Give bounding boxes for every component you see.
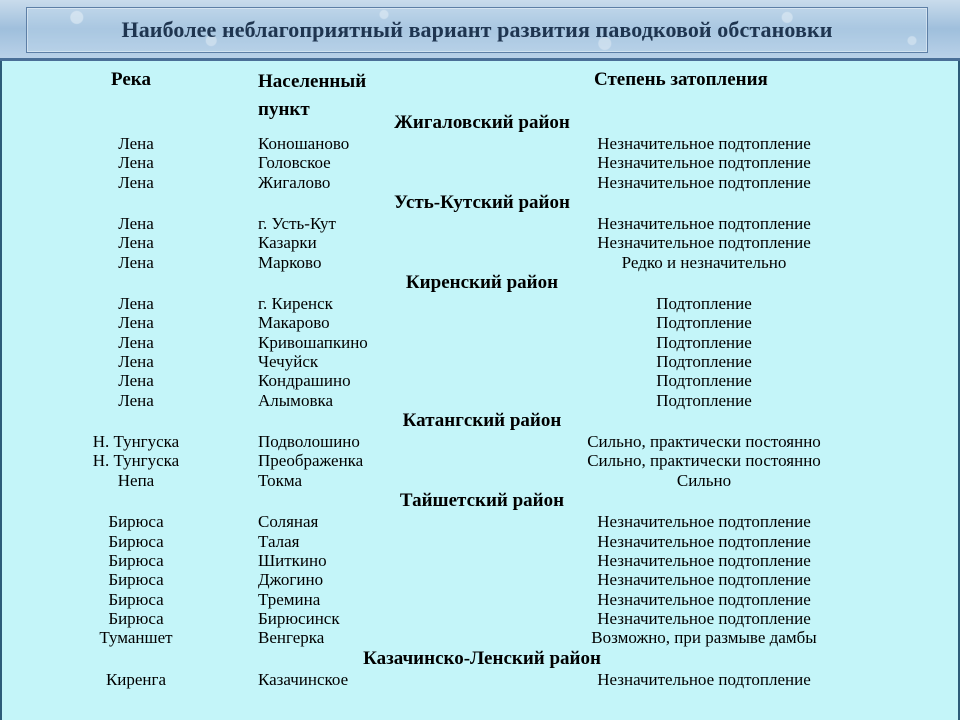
settlement-cell: г. Усть-Кут — [258, 214, 336, 234]
degree-cell: Подтопление — [656, 390, 752, 410]
river-cell: Лена — [118, 390, 154, 410]
table-body — [2, 112, 960, 689]
degree-cell: Сильно, практически постоянно — [587, 451, 821, 471]
district-heading: Тайшетский район — [399, 490, 565, 512]
settlement-cell: Коношаново — [258, 134, 350, 153]
settlement-cell: Венгерка — [258, 628, 325, 648]
river-cell: Лена — [118, 252, 154, 272]
settlement-cell: Марково — [258, 252, 322, 272]
river-cell: Н. Тунгуска — [92, 451, 180, 471]
table-row — [2, 313, 960, 332]
degree-cell: Незначительное подтопление — [597, 233, 811, 253]
river-cell: Лена — [118, 294, 154, 314]
degree-cell: Незначительное подтопление — [597, 608, 811, 628]
district-heading: Катангский район — [402, 410, 562, 432]
table-row — [2, 294, 960, 313]
district-heading: Жигаловский район — [394, 112, 570, 133]
page-title: Наиболее неблагоприятный вариант развития паводковой обстановки — [121, 17, 833, 42]
table-row — [2, 233, 960, 252]
settlement-cell: Преображенка — [258, 451, 364, 471]
degree-cell: Незначительное подтопление — [597, 134, 811, 153]
settlement-cell: Подволошино — [258, 432, 360, 452]
settlement-cell: Жигалово — [258, 172, 331, 192]
settlement-cell: Макарово — [258, 313, 330, 333]
table-row — [2, 670, 960, 689]
column-header-settlement: Населенный пункт — [258, 71, 367, 120]
river-cell: Лена — [118, 371, 154, 391]
degree-cell: Возможно, при размыве дамбы — [591, 628, 817, 648]
table-row — [2, 214, 960, 233]
river-cell: Бирюса — [108, 550, 164, 570]
table-row — [2, 153, 960, 172]
river-cell: Лена — [118, 153, 154, 173]
column-header-river: Река — [111, 69, 151, 90]
settlement-cell: Талая — [258, 531, 300, 551]
degree-cell: Незначительное подтопление — [597, 550, 811, 570]
degree-cell: Сильно — [676, 470, 732, 490]
river-cell: Лена — [118, 352, 154, 372]
degree-cell: Подтопление — [656, 371, 752, 391]
river-cell: Лена — [118, 233, 154, 253]
settlement-cell: Соляная — [258, 512, 319, 532]
river-cell: Киренга — [105, 669, 167, 689]
table-row — [2, 253, 960, 272]
title-bar — [0, 0, 960, 61]
settlement-cell: г. Киренск — [258, 294, 333, 314]
table-row — [2, 532, 960, 551]
degree-cell: Подтопление — [656, 294, 752, 314]
river-cell: Лена — [118, 172, 154, 192]
river-cell: Лена — [118, 134, 154, 153]
degree-cell: Незначительное подтопление — [597, 589, 811, 609]
degree-cell: Редко и незначительно — [621, 252, 787, 272]
table-row — [2, 432, 960, 451]
degree-cell: Незначительное подтопление — [597, 214, 811, 234]
settlement-cell: Тремина — [258, 589, 321, 609]
river-cell: Лена — [118, 332, 154, 352]
settlement-cell: Кондрашино — [258, 371, 351, 391]
degree-cell: Незначительное подтопление — [597, 570, 811, 590]
river-cell: Бирюса — [108, 512, 164, 532]
degree-cell: Незначительное подтопление — [597, 153, 811, 173]
river-cell: Бирюса — [108, 531, 164, 551]
river-cell: Бирюса — [108, 608, 164, 628]
column-header-degree: Степень затопления — [594, 69, 768, 90]
degree-cell: Подтопление — [656, 332, 752, 352]
degree-cell: Незначительное подтопление — [597, 512, 811, 532]
river-cell: Бирюса — [108, 589, 164, 609]
table-row — [2, 570, 960, 589]
river-cell: Н. Тунгуска — [92, 432, 180, 452]
settlement-cell: Чечуйск — [258, 352, 319, 372]
degree-cell: Сильно, практически постоянно — [587, 432, 821, 452]
settlement-cell: Джогино — [258, 570, 324, 590]
settlement-cell: Казарки — [258, 233, 317, 253]
river-cell: Лена — [118, 313, 154, 333]
table-row — [2, 134, 960, 153]
table-row — [2, 512, 960, 531]
degree-cell: Незначительное подтопление — [597, 172, 811, 192]
settlement-cell: Головское — [258, 153, 331, 173]
river-cell: Лена — [118, 214, 154, 234]
table-row — [2, 391, 960, 410]
settlement-cell: Кривошапкино — [258, 332, 368, 352]
table-row — [2, 551, 960, 570]
river-cell: Туманшет — [99, 628, 173, 648]
river-cell: Бирюса — [108, 570, 164, 590]
table-row — [2, 451, 960, 470]
settlement-cell: Бирюсинск — [258, 608, 340, 628]
table-row — [2, 609, 960, 628]
district-heading: Усть-Кутский район — [394, 192, 570, 214]
flood-table — [0, 61, 960, 720]
river-cell: Непа — [117, 470, 155, 490]
degree-cell: Подтопление — [656, 313, 752, 333]
degree-cell: Незначительное подтопление — [597, 531, 811, 551]
settlement-cell: Токма — [258, 470, 303, 490]
settlement-cell: Шиткино — [258, 550, 327, 570]
table-row — [2, 590, 960, 609]
title-box — [26, 7, 928, 53]
table-row — [2, 352, 960, 371]
degree-cell: Незначительное подтопление — [597, 669, 811, 689]
district-heading: Киренский район — [405, 272, 559, 294]
settlement-cell: Казачинское — [258, 669, 349, 689]
table-row — [2, 471, 960, 490]
table-row — [2, 628, 960, 647]
settlement-cell: Алымовка — [258, 390, 334, 410]
table-row — [2, 333, 960, 352]
district-heading: Казачинско-Ленский район — [363, 647, 601, 669]
degree-cell: Подтопление — [656, 352, 752, 372]
table-row — [2, 371, 960, 390]
table-row — [2, 173, 960, 192]
